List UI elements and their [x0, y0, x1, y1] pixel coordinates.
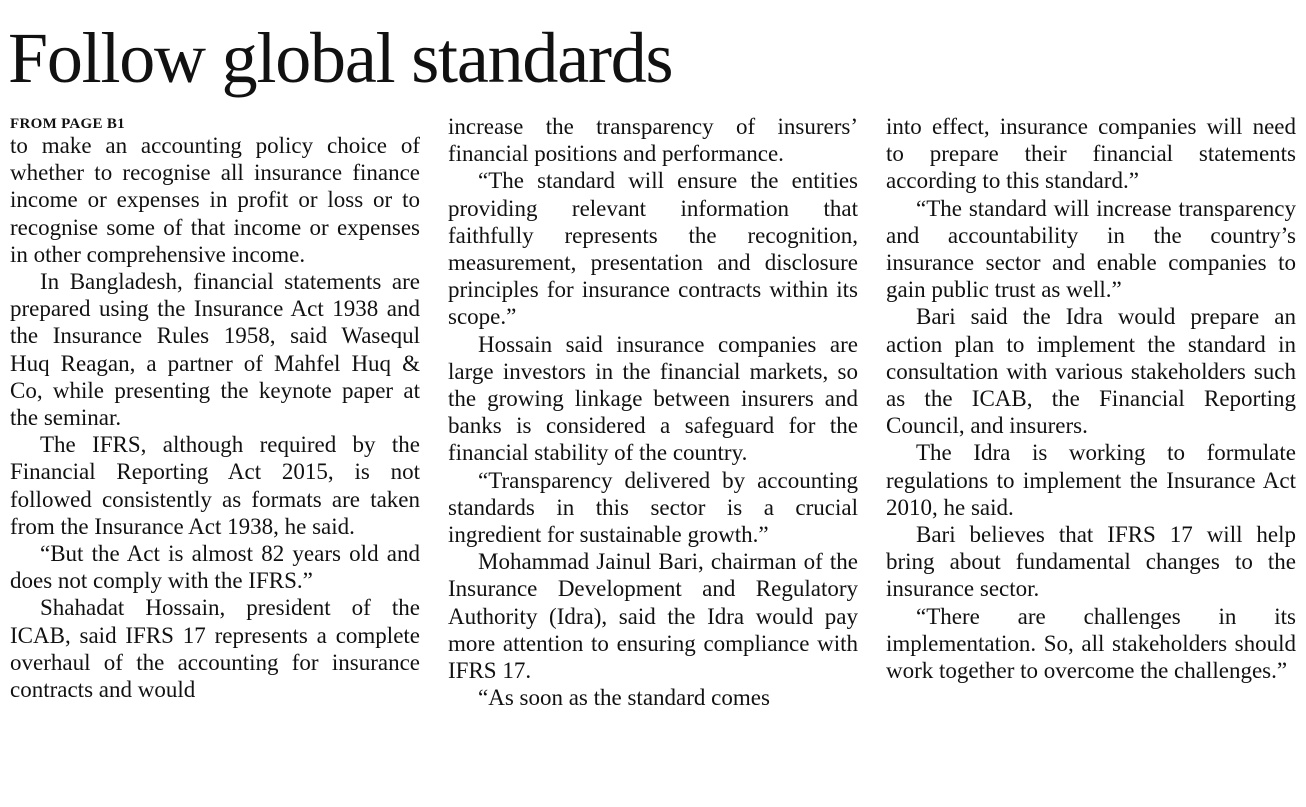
paragraph: to make an accounting policy choice of whether to recognise all insurance finance income or expenses in profit or loss or to recognise some of that income or expenses in other comprehensive income.	[10, 133, 420, 267]
paragraph: into effect, insurance companies will need to prepare their financial statements according to this standard.”	[886, 114, 1296, 194]
paragraph: “There are challenges in its implementation. So, all stakeholders should work together to overcome the challenges.”	[886, 603, 1296, 684]
paragraph: The IFRS, although required by the Financial Reporting Act 2015, is not followed consistently as formats are taken from the Insurance Act 1938, he said.	[10, 432, 420, 539]
paragraph: “The standard will increase transparency and accountability in the country’s insurance sector and enable companies to gain public trust as well.”	[886, 195, 1296, 303]
headline: Follow global standards	[8, 18, 673, 98]
article-column-3	[886, 113, 1296, 805]
paragraph: “As soon as the standard comes	[478, 685, 770, 711]
paragraph: Bari said the Idra would prepare an action plan to implement the standard in consultation with various stakeholders such as the ICAB, the Financial Reporting Council, and insurers.	[886, 304, 1296, 439]
paragraph: In Bangladesh, financial statements are prepared using the Insurance Act 1938 and the Insurance Rules 1958, said Wasequl Huq Reagan, a partner of Mahfel Huq & Co, while presenting the keynote paper at the seminar.	[10, 269, 420, 431]
paragraph: Shahadat Hossain, president of the ICAB, said IFRS 17 represents a complete overhaul of the accounting for insurance contracts and would	[10, 595, 420, 703]
article-column-2	[448, 113, 858, 805]
article-column-1	[10, 113, 420, 805]
paragraph: The Idra is working to formulate regulations to implement the Insurance Act 2010, he said.	[886, 440, 1296, 520]
paragraph: Hossain said insurance companies are large investors in the financial markets, so the growing linkage between insurers and banks is considered a safeguard for the financial stability of the country.	[448, 331, 858, 466]
paragraph: “But the Act is almost 82 years old and does not comply with the IFRS.”	[10, 541, 420, 594]
paragraph: Mohammad Jainul Bari, chairman of the Insurance Development and Regulatory Authority (Idra), said the Idra would pay more attention to ensuring compliance with IFRS 17.	[448, 549, 858, 684]
jump-line: FROM PAGE B1	[10, 116, 125, 132]
paragraph: Bari believes that IFRS 17 will help bring about fundamental changes to the insurance sector.	[886, 522, 1296, 602]
paragraph: increase the transparency of insurers’ financial positions and performance.	[448, 114, 858, 167]
paragraph: “The standard will ensure the entities providing relevant information that faithfully represents the recognition, measurement, presentation and disclosure principles for insurance contracts within its scope.”	[448, 168, 858, 330]
paragraph: “Transparency delivered by accounting standards in this sector is a crucial ingredient for sustainable growth.”	[448, 467, 858, 548]
